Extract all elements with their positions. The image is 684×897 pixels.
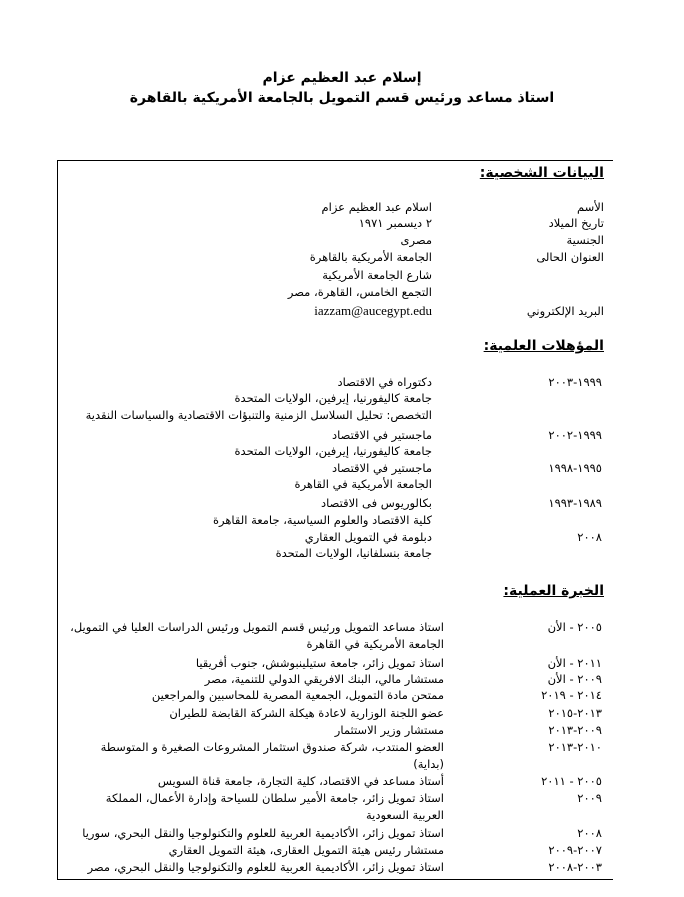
email-label: البريد الإلكتروني — [526, 304, 604, 318]
education-line: بكالوريوس فى الاقتصاد — [321, 496, 432, 510]
experience-line: مستشار رئيس هيئة التمويل العقارى، هيئة التمويل العقاري — [168, 843, 444, 857]
address-line: شارع الجامعة الأمريكية — [322, 268, 432, 282]
address-label: العنوان الحالى — [536, 250, 604, 264]
name-label: الأسم — [576, 200, 604, 214]
nationality-label: الجنسية — [566, 233, 604, 247]
experience-years: ٢٠١١ - الأن — [547, 656, 602, 670]
experience-years: ٢٠١٣-٢٠١٥ — [548, 706, 602, 720]
experience-line: استاذ تمويل زائر، الأكاديمية العربية للعلوم والتكنولوجيا والنقل البحري، سوريا — [82, 826, 444, 840]
experience-line: الجامعة الأمريكية في القاهرة — [306, 637, 444, 651]
experience-years: ٢٠٠٩-٢٠١٣ — [548, 723, 602, 737]
education-line: جامعة بنسلفانيا، الولايات المتحدة — [275, 546, 432, 560]
experience-line: (بداية) — [413, 757, 444, 771]
experience-years: ٢٠١٤ - ٢٠١٩ — [541, 688, 602, 702]
education-years: ١٩٩٩-٢٠٠٢ — [548, 428, 602, 442]
experience-line: استاذ تمويل زائر، جامعة الأمير سلطان للسياحة وإدارة الأعمال، المملكة — [105, 791, 444, 805]
nationality-value: مصرى — [400, 233, 432, 247]
education-line: كلية الاقتصاد والعلوم السياسية، جامعة القاهرة — [212, 513, 432, 527]
experience-years: ٢٠٠٩ - الأن — [547, 672, 602, 686]
personal-section-heading: البيانات الشخصية: — [479, 165, 604, 181]
experience-years: ٢٠٠٩ — [577, 791, 602, 805]
experience-line: استاذ مساعد التمويل ورئيس قسم التمويل ورئيس الدراسات العليا في التمويل، — [70, 620, 444, 634]
dob-label: تاريخ الميلاد — [548, 216, 604, 230]
experience-line: العربية السعودية — [365, 808, 444, 822]
experience-years: ٢٠١٠-٢٠١٣ — [548, 740, 602, 754]
education-years: ٢٠٠٨ — [577, 530, 602, 544]
experience-years: ٢٠٠٥ - ٢٠١١ — [541, 774, 602, 788]
experience-years: ٢٠٠٥ - الأن — [547, 620, 602, 634]
experience-years: ٢٠٠٧-٢٠٠٩ — [548, 843, 602, 857]
education-years: ١٩٩٥-١٩٩٨ — [548, 461, 602, 475]
experience-line: مستشار وزير الاستثمار — [334, 723, 444, 737]
name-value: اسلام عبد العظيم عزام — [321, 200, 432, 214]
experience-years: ٢٠٠٨ — [577, 826, 602, 840]
experience-line: ممتحن مادة التمويل، الجمعية المصرية للمحاسبين والمراجعين — [151, 688, 444, 702]
education-years: ١٩٨٩-١٩٩٣ — [548, 496, 602, 510]
email-value[interactable]: iazzam@aucegypt.edu — [314, 303, 432, 318]
education-line: ماجستير في الاقتصاد — [331, 461, 432, 475]
education-line: التخصص: تحليل السلاسل الزمنية والتنبؤات الاقتصادية والسياسات النقدية — [85, 408, 432, 422]
cv-title-heading: استاذ مساعد ورئيس قسم التمويل بالجامعة الأمريكية بالقاهرة — [129, 90, 555, 106]
experience-line: أستاذ مساعد في الاقتصاد، كلية التجارة، جامعة قناة السويس — [157, 774, 444, 788]
address-line: التجمع الخامس، القاهرة، مصر — [287, 285, 432, 299]
education-years: ١٩٩٩-٢٠٠٣ — [548, 375, 602, 389]
education-section-heading: المؤهلات العلمية: — [483, 338, 604, 354]
education-line: دبلومة في التمويل العقاري — [304, 530, 432, 544]
cv-name-heading: إسلام عبد العظيم عزام — [262, 70, 422, 86]
experience-line: العضو المنتدب، شركة صندوق استثمار المشروعات الصغيرة و المتوسطة — [100, 740, 444, 754]
education-line: جامعة كاليفورنيا، إيرفين، الولايات المتحدة — [234, 444, 432, 458]
experience-line: عضو اللجنة الوزارية لاعادة هيكلة الشركة القابضة للطيران — [169, 706, 444, 720]
address-line: الجامعة الأمريكية بالقاهرة — [309, 250, 432, 264]
education-line: ماجستير في الاقتصاد — [331, 428, 432, 442]
experience-years: ٢٠٠٣-٢٠٠٨ — [548, 860, 602, 874]
experience-section-heading: الخبرة العملية: — [503, 583, 604, 599]
education-line: الجامعة الأمريكية في القاهرة — [294, 477, 432, 491]
education-line: دكتوراه في الاقتصاد — [337, 375, 432, 389]
experience-line: مستشار مالي، البنك الافريقي الدولي للتنمية، مصر — [204, 672, 444, 686]
experience-line: استاذ تمويل زائر، الأكاديمية العربية للعلوم والتكنولوجيا والنقل البحري، مصر — [87, 860, 444, 874]
dob-value: ٢ ديسمبر ١٩٧١ — [358, 216, 432, 230]
experience-line: استاذ تمويل زائر، جامعة ستيلينبوشش، جنوب أفريقيا — [195, 656, 444, 670]
education-line: جامعة كاليفورنيا، إيرفين، الولايات المتحدة — [234, 391, 432, 405]
